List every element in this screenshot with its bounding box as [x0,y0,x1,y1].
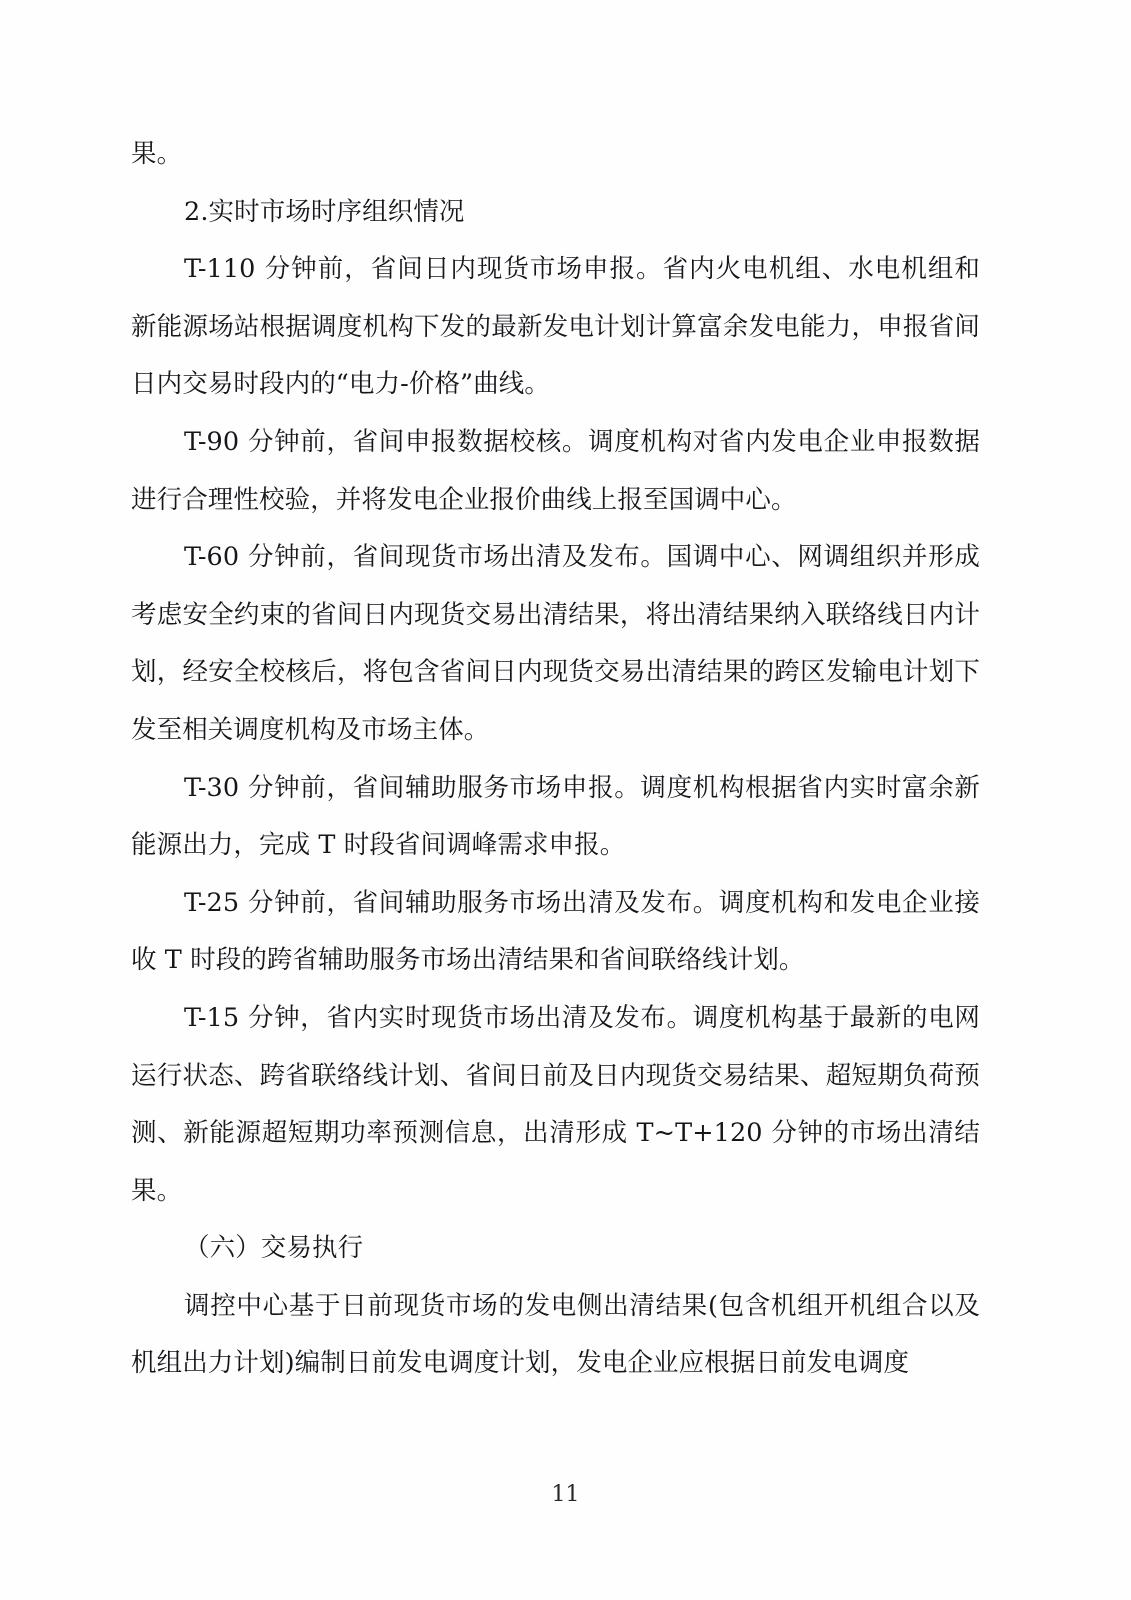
paragraph-t-minus-25: T-25 分钟前，省间辅助服务市场出清及发布。调度机构和发电企业接收 T 时段的跨省辅助服务市场出清结果和省间联络线计划。 [131,887,980,976]
paragraph-heading-realtime-market: 2.实时市场时序组织情况 [184,196,465,227]
paragraph-t-minus-30: T-30 分钟前，省间辅助服务市场申报。调度机构根据省内实时富余新能源出力，完成 T 时段省间调峰需求申报。 [131,772,980,861]
document-body [131,126,980,1393]
paragraph-trade-execution-body: 调控中心基于日前现货市场的发电侧出清结果(包含机组开机组合以及机组出力计划)编制日前发电调度计划，发电企业应根据日前发电调度 [131,1290,980,1379]
paragraph-t-minus-15: T-15 分钟，省内实时现货市场出清及发布。调度机构基于最新的电网运行状态、跨省联络线计划、省间日前及日内现货交易结果、超短期负荷预测、新能源超短期功率预测信息，出清形成 T~T+120 分钟的市场出清结果。 [131,1002,980,1206]
paragraph-continuation-guo: 果。 [131,139,183,169]
paragraph-t-minus-60: T-60 分钟前，省间现货市场出清及发布。国调中心、网调组织并形成考虑安全约束的省间日内现货交易出清结果，将出清结果纳入联络线日内计划，经安全校核后，将包含省间日内现货交易出清结果的跨区发输电计划下发至相关调度机构及市场主体。 [131,542,980,745]
paragraph-heading-trade-execution: （六）交易执行 [184,1233,364,1264]
page-number: 11 [551,1482,580,1507]
paragraph-t-minus-110: T-110 分钟前，省间日内现货市场申报。省内火电机组、水电机组和新能源场站根据调度机构下发的最新发电计划计算富余发电能力，申报省间日内交易时段内的“电力-价格”曲线。 [131,254,980,400]
paragraph-t-minus-90: T-90 分钟前，省间申报数据校核。调度机构对省内发电企业申报数据进行合理性校验，并将发电企业报价曲线上报至国调中心。 [131,426,980,515]
